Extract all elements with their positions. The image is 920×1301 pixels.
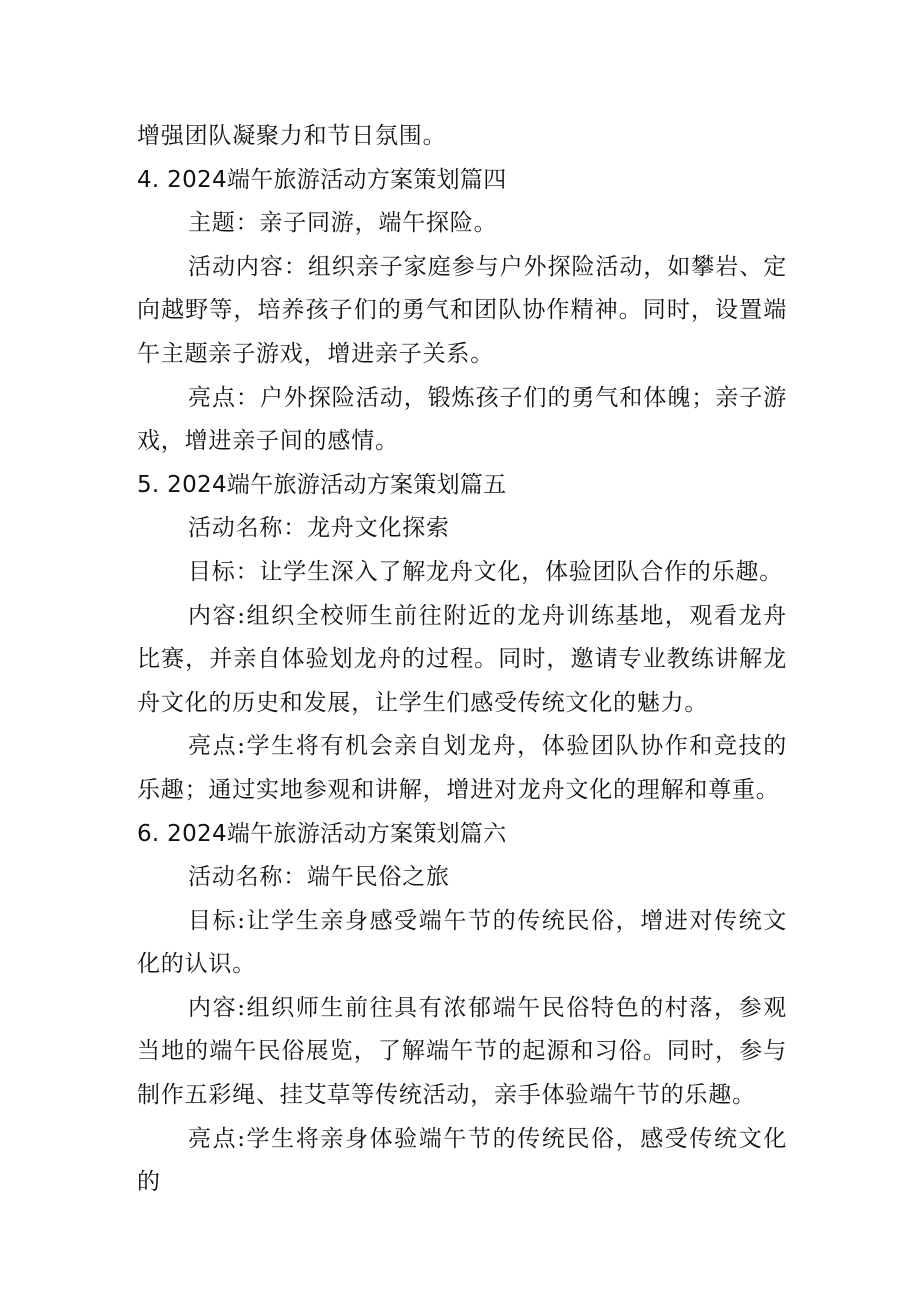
paragraph-highlights: 亮点:学生将有机会亲自划龙舟，体验团队协作和竞技的乐趣；通过实地参观和讲解，增进对龙舟文化的理解和尊重。 — [137, 733, 787, 803]
document-body — [137, 115, 787, 1205]
paragraph-content: 内容:组织师生前往具有浓郁端午民俗特色的村落，参观当地的端午民俗展览，了解端午节的起源和习俗。同时，参与制作五彩绳、挂艾草等传统活动，亲手体验端午节的乐趣。 — [137, 994, 787, 1109]
paragraph-theme: 主题：亲子同游，端午探险。 — [188, 210, 498, 237]
paragraph-content: 内容:组织全校师生前往附近的龙舟训练基地，观看龙舟比赛，并亲自体验划龙舟的过程。同时，邀请专业教练讲解龙舟文化的历史和发展，让学生们感受传统文化的魅力。 — [137, 602, 787, 716]
paragraph-continuation: 增强团队凝聚力和节日氛围。 — [137, 123, 447, 149]
paragraph-activity-name: 活动名称：端午民俗之旅 — [188, 864, 450, 891]
section-heading-6: 6. 2024端午旅游活动方案策划篇六 — [137, 820, 507, 847]
paragraph-goal: 目标：让学生深入了解龙舟文化，体验团队合作的乐趣。 — [188, 558, 783, 585]
paragraph-activity-content: 活动内容：组织亲子家庭参与户外探险活动，如攀岩、定向越野等，培养孩子们的勇气和团队协作精神。同时，设置端午主题亲子游戏，增进亲子关系。 — [137, 253, 787, 367]
paragraph-highlights: 亮点:学生将亲身体验端午节的传统民俗，感受传统文化的 — [137, 1125, 787, 1196]
paragraph-highlights: 亮点：户外探险活动，锻炼孩子们的勇气和体魄；亲子游戏，增进亲子间的感情。 — [137, 384, 787, 455]
paragraph-activity-name: 活动名称：龙舟文化探索 — [188, 515, 450, 542]
paragraph-goal: 目标:让学生亲身感受端午节的传统民俗，增进对传统文化的认识。 — [137, 907, 787, 978]
section-heading-5: 5. 2024端午旅游活动方案策划篇五 — [137, 471, 507, 498]
section-heading-4: 4. 2024端午旅游活动方案策划篇四 — [137, 166, 507, 193]
